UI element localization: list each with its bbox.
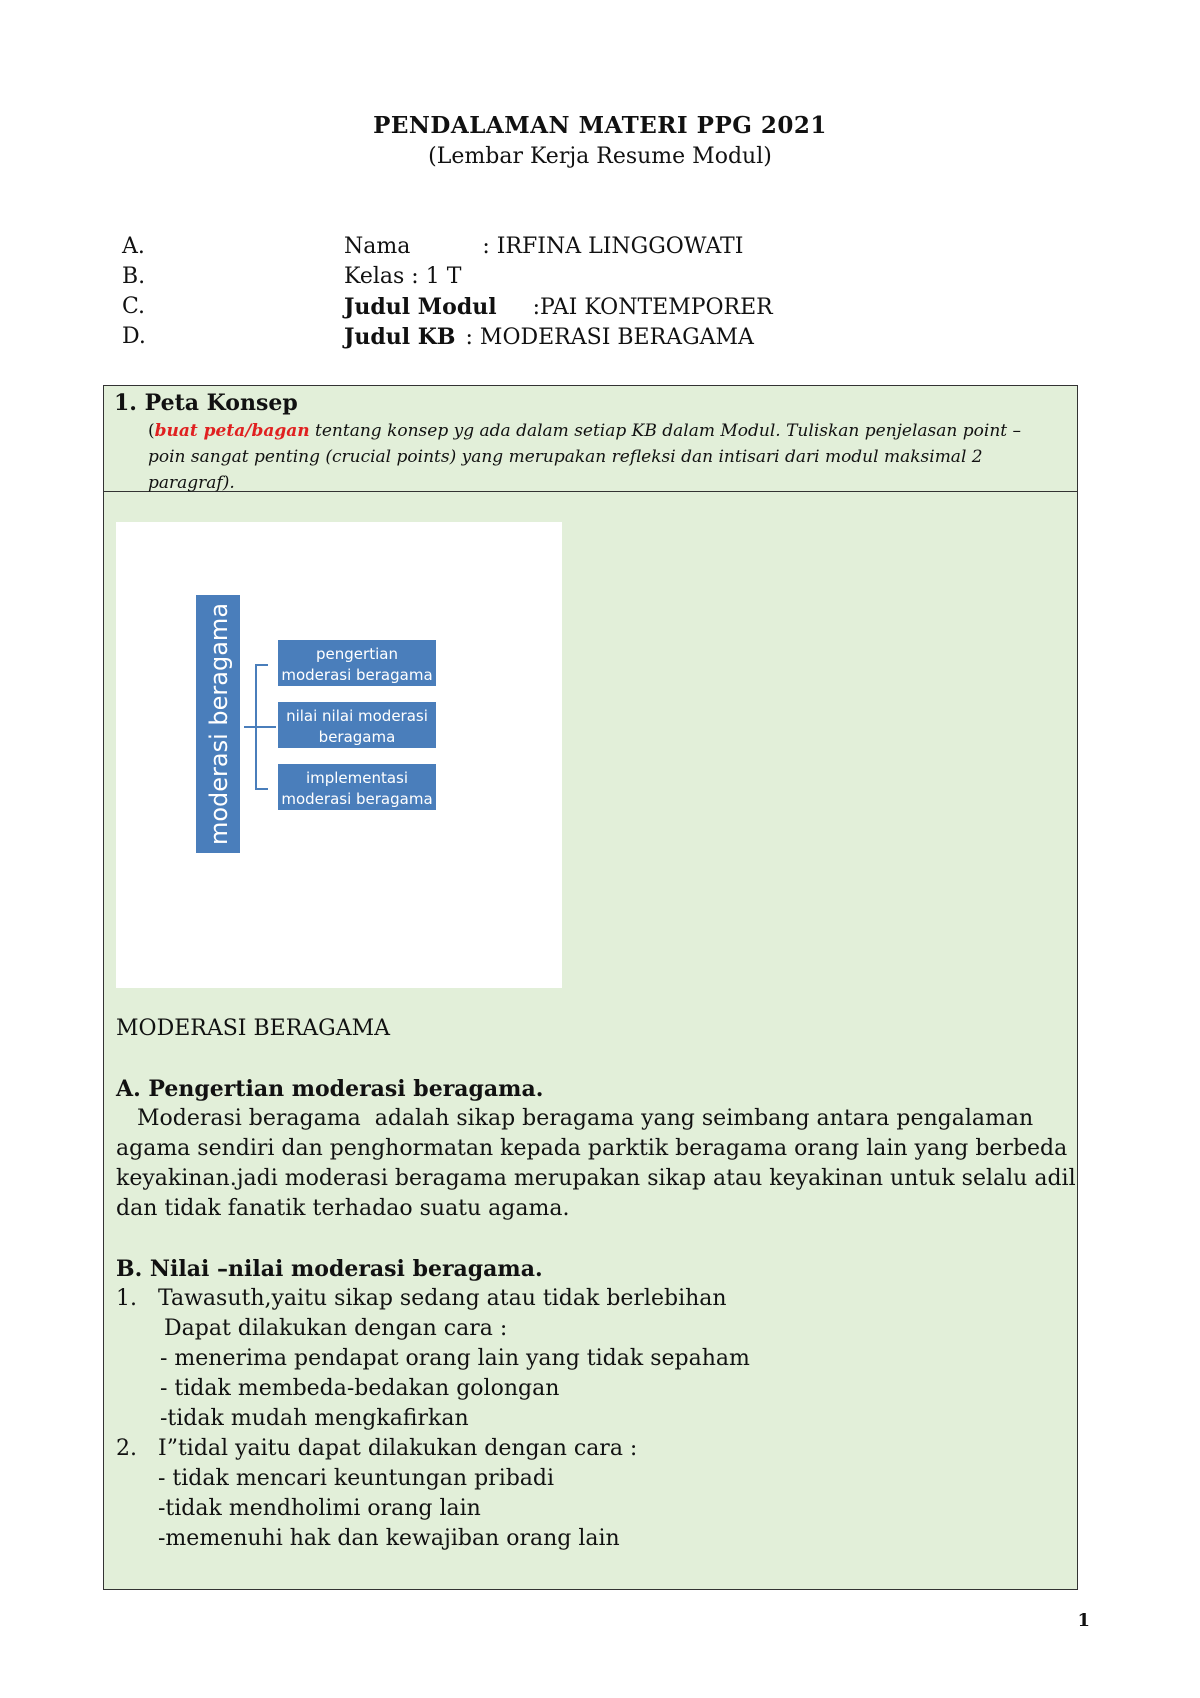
info-value: : MODERASI BERAGAMA [465,325,754,350]
info-letter: D. [122,324,146,349]
info-label: Kelas : 1 T [344,264,462,289]
resume-content [116,1014,1076,1554]
identity-block [122,232,1022,352]
list-subline: -tidak mudah mengkafirkan [160,1406,469,1431]
section-a-heading: A. Pengertian moderasi beragama. [116,1076,544,1102]
info-row-module [122,292,1022,322]
info-value: : IRFINA LINGGOWATI [482,234,744,259]
resume-panel [103,385,1078,1590]
spacer [116,1044,1066,1074]
info-letter: B. [122,264,146,289]
list-subline: Dapat dilakukan dengan cara : [164,1316,508,1341]
spacer [116,1224,1066,1254]
info-label: Judul KB [344,324,456,350]
desc-open: ( [148,421,155,441]
desc-highlight: buat peta/bagan [154,421,310,441]
branch-1-line2: moderasi beragama [281,666,433,684]
section-a-line: keyakinan.jadi moderasi beragama merupakan sikap atau keyakinan untuk selalu adil [116,1166,1076,1191]
list-subline: -tidak mendholimi orang lain [158,1496,481,1521]
info-row-class [122,262,1022,292]
info-text [344,232,743,262]
list-number: 2. [116,1436,137,1461]
concept-map-svg [116,522,562,988]
root-label: moderasi beragama [205,602,233,846]
info-letter: C. [122,294,146,319]
panel-header [104,386,1077,492]
page-number: 1 [1077,1610,1090,1631]
info-label: Judul Modul [344,294,497,320]
section-title: MODERASI BERAGAMA [116,1016,391,1041]
section-a-line: agama sendiri dan penghormatan kepada parktik beragama orang lain yang berbeda [116,1136,1068,1161]
info-text [344,292,773,323]
list-item [116,1434,1066,1464]
list-subline: - menerima pendapat orang lain yang tidak sepaham [160,1346,750,1371]
document-subtitle: (Lembar Kerja Resume Modul) [428,144,772,169]
desc-rest: tentang konsep yg ada dalam setiap KB dalam Modul. Tuliskan penjelasan point –poin sangat penting (crucial points) yang merupakan refleksi dan intisari dari modul maksimal 2 paragraf). [148,421,1022,493]
info-label: Nama [344,234,411,259]
info-text [344,322,754,353]
concept-map [116,522,562,988]
info-value: :PAI KONTEMPORER [532,295,773,320]
info-row-kb [122,322,1022,352]
info-row-name [122,232,1022,262]
panel-heading: 1. Peta Konsep [114,390,298,416]
section-a-line: Moderasi beragama adalah sikap beragama yang seimbang antara pengalaman [116,1106,1034,1131]
branch-3-line1: implementasi [305,769,409,787]
list-subline: - tidak membeda-bedakan golongan [160,1376,560,1401]
section-a-line: dan tidak fanatik terhadao suatu agama. [116,1196,570,1221]
branch-1-line1: pengertian [316,645,398,663]
info-letter: A. [122,234,145,259]
branch-2-line1: nilai nilai moderasi [286,707,428,725]
list-subline: - tidak mencari keuntungan pribadi [158,1466,555,1491]
document-title: PENDALAMAN MATERI PPG 2021 [373,112,827,139]
list-text: Tawasuth,yaitu sikap sedang atau tidak berlebihan [158,1286,727,1311]
list-text: I”tidal yaitu dapat dilakukan dengan cara : [158,1436,638,1461]
list-item [116,1284,1066,1314]
panel-instructions [148,418,1028,496]
list-number: 1. [116,1286,137,1311]
section-b-heading: B. Nilai –nilai moderasi beragama. [116,1256,543,1282]
branch-3-line2: moderasi beragama [281,790,433,808]
list-subline: -memenuhi hak dan kewajiban orang lain [158,1526,620,1551]
branch-2-line2: beragama [318,728,396,746]
